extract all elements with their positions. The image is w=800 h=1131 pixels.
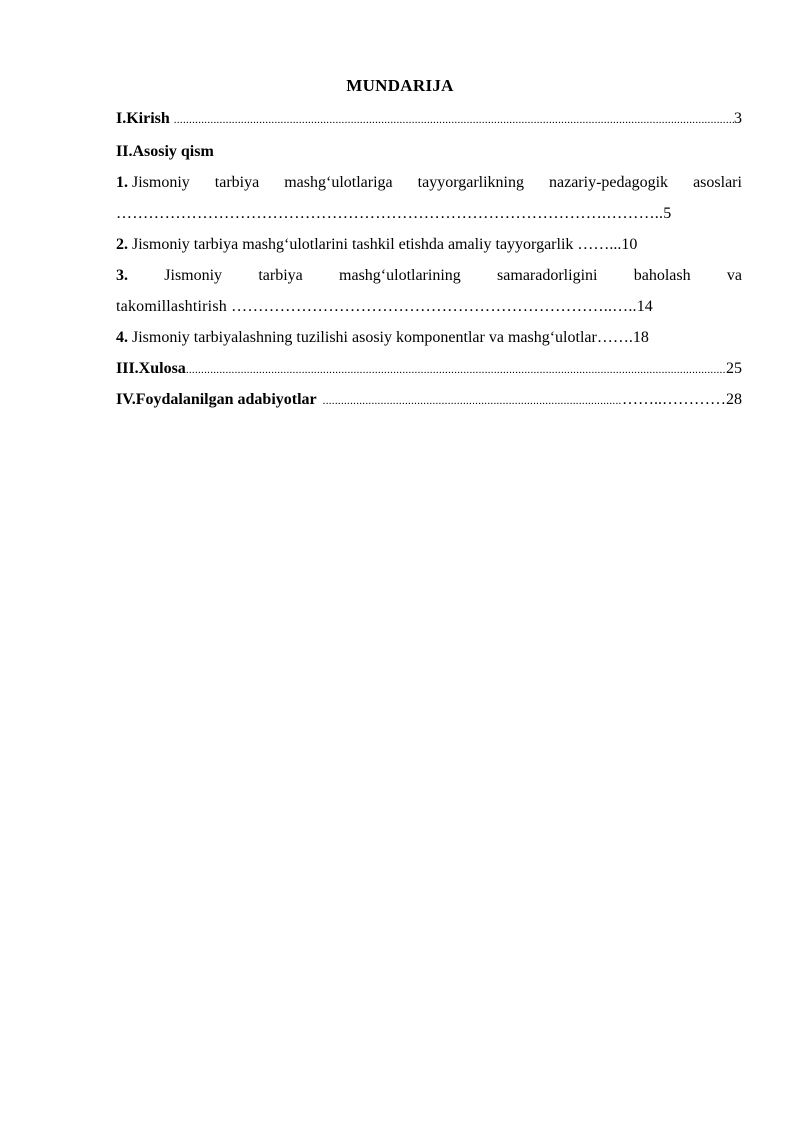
toc-word: tayyorgarlikning [417,174,524,191]
toc-label-adabiyotlar: IV.Foydalanilgan adabiyotlar [116,391,317,408]
toc-word: tarbiya [258,267,303,284]
toc-word: baholash [633,267,691,284]
dot-leader: ……………………………………………………………………………….……….. [116,205,664,222]
dot-leader [174,109,734,130]
toc-num-2: 2. [116,236,128,253]
toc-entry-1[interactable] [116,172,742,194]
toc-word: va [726,267,742,284]
toc-word: tarbiya [214,174,260,191]
toc-label-xulosa: III.Xulosa [116,360,186,377]
dot-leader [186,359,726,380]
toc-page-kirish: 3 [734,110,742,127]
toc-tail-adabiyotlar: ……..………… [622,391,726,408]
toc-text-4: Jismoniy tarbiyalashning tuzilishi asosiy komponentlar va mashg‘ulotlar……. [132,329,633,346]
toc-page-xulosa: 25 [726,360,742,377]
toc-entry-3[interactable] [116,265,742,287]
toc-page-adabiyotlar: 28 [726,391,742,408]
toc-entry-asosiy[interactable] [116,141,742,163]
toc-entry-2[interactable] [116,234,742,256]
toc-label-kirish: I.Kirish [116,110,170,127]
toc-page-2: 10 [621,236,638,253]
toc-entry-adabiyotlar[interactable] [116,389,742,411]
toc-label-asosiy: II.Asosiy qism [116,143,214,160]
toc-word: mashg‘ulotlariga [284,174,393,191]
toc-page-4: 18 [632,329,649,346]
toc-page-1: 5 [663,205,672,222]
toc-text-2: Jismoniy tarbiya mashg‘ulotlarini tashkil etishda amaliy tayyorgarlik ……... [132,236,622,253]
toc-entry-xulosa[interactable] [116,358,742,380]
toc-word: asoslari [693,174,742,191]
toc-word: samaradorligini [497,267,598,284]
toc-entry-kirish[interactable] [116,108,742,130]
toc-num-1: 1. [116,174,128,191]
toc-num-3: 3. [116,267,128,284]
toc-text-3-cont: takomillashtirish ……………………………………………………………..….. [116,298,637,315]
table-of-contents [116,108,742,411]
toc-entry-4[interactable] [116,327,742,349]
toc-word: mashg‘ulotlarining [339,267,461,284]
toc-word: nazariy-pedagogik [549,174,669,191]
toc-word: Jismoniy [164,267,223,284]
toc-entry-3-leader[interactable] [116,296,742,318]
toc-page-3: 14 [636,298,653,315]
toc-entry-1-leader[interactable] [116,203,742,225]
page-title: MUNDARIJA [346,76,454,95]
toc-word: Jismoniy [132,174,190,191]
dot-leader [323,390,622,411]
toc-num-4: 4. [116,329,128,346]
